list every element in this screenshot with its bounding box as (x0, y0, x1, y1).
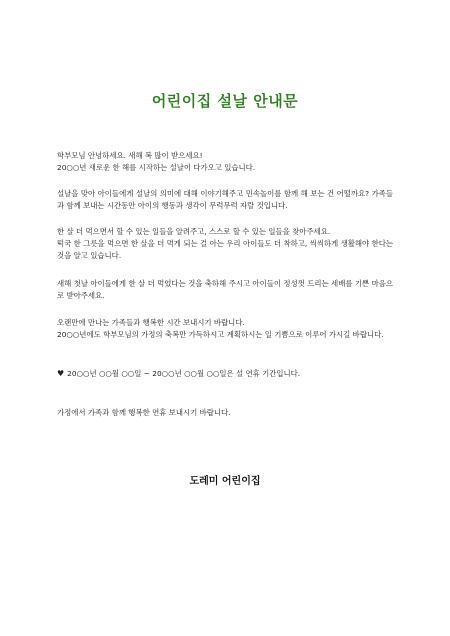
seollal-meaning-paragraph (57, 188, 393, 212)
greeting-paragraph (57, 150, 393, 174)
paragraph-line: 20○○년에도 학부모님의 가정의 축복만 가득하시고 계획하시는 일 기쁨으로 이루어 가시길 바랍니다. (57, 330, 384, 340)
greeting-line: 20○○년 새로운 한 해를 시작하는 설날이 다가오고 있습니다. (57, 163, 256, 173)
signature: 도레미 어린이집 (189, 476, 261, 487)
paragraph-line: 떡국 한 그릇을 먹으면 한 살을 더 먹게 되는 걸 아는 우리 아이들도 더 착하고, 씩씩하게 생활해야 한다는 것을 알고 있습니다. (57, 239, 393, 261)
paragraph-text: 설날을 맞아 아이들에게 설날의 의미에 대해 이야기해주고 민속놀이를 함께 해 보는 건 어떨까요? 가족들과 함께 보내는 시간동안 아이의 행동과 생각이 무럭무럭 자랄 것입니다. (57, 189, 393, 211)
paragraph-line: 한 살 더 먹으면서 할 수 있는 일들을 알려주고, 스스로 할 수 있는 일들을 찾아주세요. (57, 227, 331, 236)
paragraph-text: 새해 첫날 아이들에게 한 살 더 먹었다는 것을 축하해 주시고 아이들이 정성껏 드리는 세배를 기쁜 마음으로 받아주세요. (57, 279, 393, 301)
sebae-paragraph (57, 278, 393, 302)
closing-text: 가정에서 가족과 함께 행복한 연휴 보내시기 바랍니다. (57, 408, 231, 417)
growth-paragraph (57, 226, 393, 263)
closing-line (57, 407, 393, 419)
heart-icon: ♥ (57, 369, 65, 378)
page-title: 어린이집 설날 안내문 (151, 92, 299, 110)
holiday-period-line (57, 368, 393, 380)
holiday-period-text: 20○○년 ○○월 ○○일 ~ 20○○년 ○○월 ○○일은 설 연휴 기간입니다. (67, 369, 301, 378)
family-paragraph (57, 317, 393, 341)
greeting-line: 학부모님 안녕하세요. 새해 복 많이 받으세요! (57, 151, 203, 160)
paragraph-line: 오랜만에 만나는 가족들과 행복한 시간 보내시기 바랍니다. (57, 318, 245, 327)
